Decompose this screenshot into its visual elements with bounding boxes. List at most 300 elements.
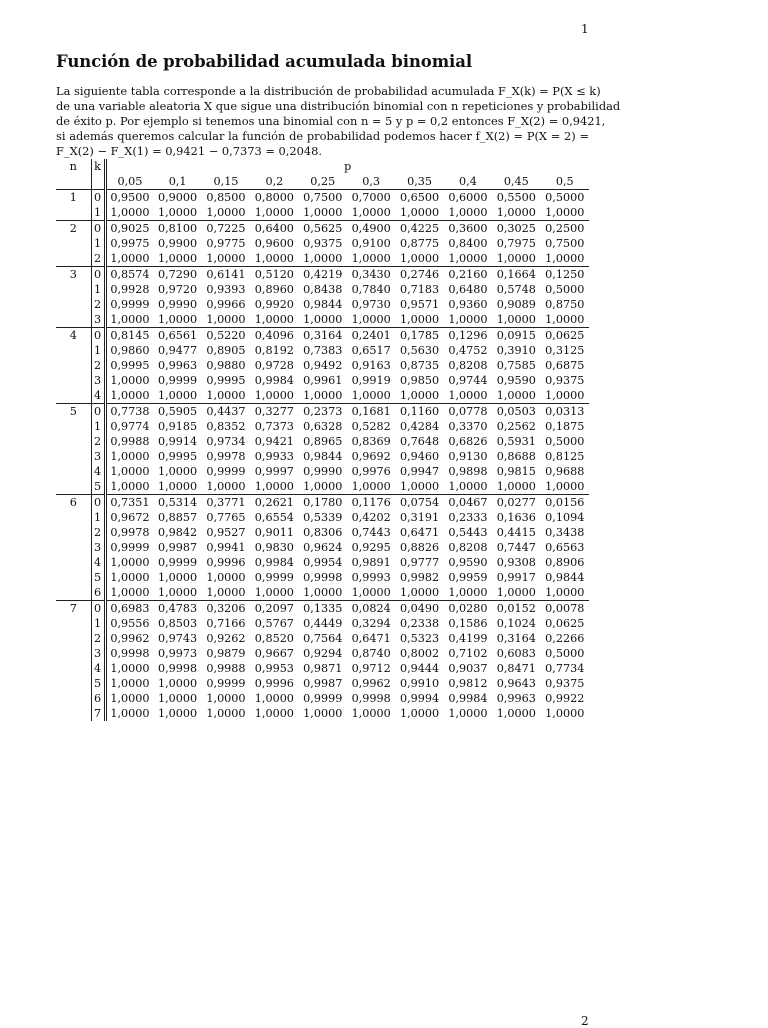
cell-value: 0,2266 — [545, 632, 585, 645]
cell-k: 0 — [91, 267, 105, 283]
cell-value: 0,9928 — [110, 283, 150, 296]
cell-value: 1,0000 — [303, 586, 343, 599]
cell-value: 0,7765 — [206, 511, 246, 524]
cell-value: 1,0000 — [545, 389, 585, 402]
cell-value: 1,0000 — [303, 480, 343, 493]
cell-value: 0,9590 — [496, 374, 536, 387]
cell-value: 0,9492 — [303, 359, 343, 372]
cell-value: 0,3025 — [492, 221, 540, 237]
cell-k: 3 — [91, 312, 105, 328]
cell-k: 1 — [91, 282, 105, 297]
cell-value: 0,9308 — [496, 556, 536, 569]
cell-value: 0,7447 — [496, 541, 536, 554]
cell-value: 0,8965 — [303, 435, 343, 448]
cell-value: 0,8306 — [303, 526, 343, 539]
cell-value: 1,0000 — [158, 571, 198, 584]
cell-value: 0,5905 — [153, 404, 201, 420]
intro-line: La siguiente tabla corresponde a la distribución de probabilidad acumulada F_X(k) = P(X ≤ k) — [56, 84, 601, 98]
cell-value: 0,7585 — [496, 359, 536, 372]
cell-value: 1,0000 — [110, 707, 150, 720]
cell-k: 0 — [91, 404, 105, 420]
cell-value: 0,9984 — [448, 692, 488, 705]
cell-value: 0,6500 — [395, 190, 443, 206]
cell-value: 0,2097 — [250, 601, 298, 617]
cell-n — [56, 510, 91, 525]
cell-value: 0,8471 — [496, 662, 536, 675]
cell-value: 1,0000 — [158, 389, 198, 402]
cell-value: 0,9744 — [448, 374, 488, 387]
cell-value: 0,9993 — [351, 571, 391, 584]
cell-value: 0,9976 — [351, 465, 391, 478]
cell-value: 0,9262 — [206, 632, 246, 645]
intro-line: F_X(2) − F_X(1) = 0,9421 − 0,7373 = 0,2048. — [56, 144, 323, 158]
cell-value: 0,8438 — [303, 283, 343, 296]
cell-value: 1,0000 — [158, 465, 198, 478]
cell-value: 1,0000 — [158, 480, 198, 493]
cell-n — [56, 540, 91, 555]
cell-value: 0,3430 — [347, 267, 395, 283]
cell-n — [56, 373, 91, 388]
cell-value: 0,9919 — [351, 374, 391, 387]
cell-value: 0,9978 — [110, 526, 150, 539]
cell-value: 0,1335 — [299, 601, 347, 617]
cell-value: 0,5120 — [250, 267, 298, 283]
cell-value: 0,1785 — [395, 328, 443, 344]
table-row — [56, 358, 589, 373]
cell-value: 0,5443 — [448, 526, 488, 539]
cell-value: 0,9643 — [496, 677, 536, 690]
cell-value: 0,6471 — [399, 526, 440, 539]
binomial-table-container — [56, 159, 589, 721]
cell-value: 0,6083 — [496, 647, 536, 660]
table-row — [56, 312, 589, 328]
cell-k: 2 — [91, 251, 105, 267]
cell-value: 0,2160 — [444, 267, 492, 283]
cell-value: 0,9500 — [105, 190, 153, 206]
table-row — [56, 282, 589, 297]
cell-value: 0,8145 — [105, 328, 153, 344]
cell-value: 1,0000 — [158, 206, 198, 219]
table-row — [56, 555, 589, 570]
binomial-cdf-table — [56, 159, 589, 721]
cell-value: 0,9295 — [351, 541, 391, 554]
cell-value: 0,9842 — [158, 526, 198, 539]
cell-value: 0,1250 — [541, 267, 589, 283]
cell-value: 0,1160 — [395, 404, 443, 420]
cell-value: 1,0000 — [303, 313, 343, 326]
table-row — [56, 419, 589, 434]
cell-value: 0,9984 — [254, 556, 294, 569]
cell-value: 1,0000 — [351, 707, 391, 720]
cell-value: 1,0000 — [206, 707, 246, 720]
cell-value: 0,9812 — [448, 677, 488, 690]
cell-value: 1,0000 — [206, 252, 246, 265]
cell-value: 0,7648 — [399, 435, 440, 448]
cell-value: 0,9025 — [105, 221, 153, 237]
cell-value: 0,7975 — [496, 237, 536, 250]
cell-n — [56, 661, 91, 676]
cell-value: 0,1664 — [492, 267, 540, 283]
cell-value: 0,9954 — [303, 556, 343, 569]
cell-value: 0,0824 — [347, 601, 395, 617]
cell-value: 0,9999 — [206, 465, 246, 478]
cell-value: 0,6000 — [444, 190, 492, 206]
table-row — [56, 691, 589, 706]
cell-value: 1,0000 — [399, 389, 440, 402]
cell-value: 0,8857 — [158, 511, 198, 524]
cell-value: 1,0000 — [496, 252, 536, 265]
cell-n: 7 — [56, 601, 91, 617]
cell-value: 0,9999 — [158, 556, 198, 569]
cell-n — [56, 464, 91, 479]
cell-value: 1,0000 — [545, 206, 585, 219]
cell-value: 0,9871 — [303, 662, 343, 675]
cell-k: 6 — [91, 691, 105, 706]
cell-value: 0,1586 — [448, 617, 488, 630]
cell-value: 0,9775 — [206, 237, 246, 250]
cell-value: 0,6328 — [303, 420, 343, 433]
cell-k: 4 — [91, 388, 105, 404]
table-row — [56, 221, 589, 237]
cell-value: 0,5767 — [254, 617, 294, 630]
cell-value: 0,2500 — [541, 221, 589, 237]
cell-value: 1,0000 — [110, 677, 150, 690]
cell-value: 0,9850 — [399, 374, 440, 387]
cell-value: 0,7500 — [299, 190, 347, 206]
cell-value: 0,9988 — [206, 662, 246, 675]
cell-k: 4 — [91, 555, 105, 570]
header-n-blank — [56, 174, 91, 190]
cell-value: 1,0000 — [158, 252, 198, 265]
cell-value: 0,9941 — [206, 541, 246, 554]
cell-value: 0,5339 — [303, 511, 343, 524]
cell-value: 0,9830 — [254, 541, 294, 554]
table-row — [56, 373, 589, 388]
cell-n — [56, 282, 91, 297]
cell-value: 1,0000 — [206, 571, 246, 584]
cell-value: 0,8735 — [399, 359, 440, 372]
cell-n — [56, 585, 91, 601]
cell-value: 1,0000 — [399, 586, 440, 599]
cell-value: 0,5748 — [496, 283, 536, 296]
cell-value: 0,5500 — [492, 190, 540, 206]
cell-value: 0,9959 — [448, 571, 488, 584]
cell-k: 3 — [91, 646, 105, 661]
cell-value: 0,8740 — [351, 647, 391, 660]
cell-value: 0,9477 — [158, 344, 198, 357]
cell-value: 0,8208 — [448, 359, 488, 372]
cell-k: 2 — [91, 631, 105, 646]
cell-value: 0,6480 — [448, 283, 488, 296]
cell-value: 0,2621 — [250, 495, 298, 511]
cell-value: 0,9917 — [496, 571, 536, 584]
cell-value: 0,9953 — [254, 662, 294, 675]
cell-value: 0,0156 — [541, 495, 589, 511]
table-row — [56, 449, 589, 464]
header-p-value: 0,2 — [250, 174, 298, 190]
cell-value: 1,0000 — [303, 206, 343, 219]
cell-value: 0,0625 — [545, 617, 585, 630]
cell-value: 0,4437 — [202, 404, 250, 420]
cell-value: 0,4449 — [303, 617, 343, 630]
cell-value: 0,9898 — [448, 465, 488, 478]
cell-value: 0,9844 — [303, 450, 343, 463]
cell-value: 0,8100 — [153, 221, 201, 237]
cell-value: 0,9879 — [206, 647, 246, 660]
cell-value: 0,7564 — [303, 632, 343, 645]
cell-value: 0,9999 — [303, 692, 343, 705]
cell-value: 0,5625 — [299, 221, 347, 237]
cell-value: 0,9996 — [254, 677, 294, 690]
cell-value: 0,2373 — [299, 404, 347, 420]
cell-value: 0,9963 — [496, 692, 536, 705]
cell-value: 0,3910 — [496, 344, 536, 357]
cell-n — [56, 236, 91, 251]
cell-value: 0,6400 — [250, 221, 298, 237]
cell-value: 1,0000 — [448, 586, 488, 599]
cell-value: 1,0000 — [448, 252, 488, 265]
cell-value: 1,0000 — [399, 480, 440, 493]
intro-line: de una variable aleatoria X que sigue una distribución binomial con n repeticiones y probabilidad — [56, 99, 621, 113]
cell-value: 0,5000 — [545, 647, 585, 660]
cell-value: 0,9360 — [448, 298, 488, 311]
cell-k: 0 — [91, 190, 105, 206]
table-row — [56, 646, 589, 661]
cell-value: 0,6826 — [448, 435, 488, 448]
cell-value: 0,9393 — [206, 283, 246, 296]
cell-k: 5 — [91, 570, 105, 585]
cell-k: 5 — [91, 479, 105, 495]
cell-value: 0,5000 — [541, 190, 589, 206]
cell-value: 0,7351 — [105, 495, 153, 511]
cell-value: 0,9556 — [110, 617, 150, 630]
cell-value: 0,9720 — [158, 283, 198, 296]
cell-n — [56, 706, 91, 721]
cell-value: 0,9624 — [303, 541, 343, 554]
page-number: 1 — [581, 22, 589, 36]
cell-value: 1,0000 — [254, 389, 294, 402]
cell-value: 0,5323 — [399, 632, 440, 645]
cell-value: 0,9997 — [254, 465, 294, 478]
cell-value: 1,0000 — [110, 465, 150, 478]
cell-value: 0,2746 — [395, 267, 443, 283]
cell-value: 0,9294 — [303, 647, 343, 660]
table-row — [56, 190, 589, 206]
table-row — [56, 601, 589, 617]
cell-value: 0,9777 — [399, 556, 440, 569]
cell-k: 5 — [91, 676, 105, 691]
cell-n — [56, 388, 91, 404]
cell-value: 1,0000 — [254, 252, 294, 265]
cell-value: 0,2338 — [399, 617, 440, 630]
cell-value: 0,0313 — [541, 404, 589, 420]
cell-value: 0,3125 — [545, 344, 585, 357]
cell-value: 1,0000 — [110, 389, 150, 402]
cell-value: 1,0000 — [110, 571, 150, 584]
cell-value: 0,4752 — [448, 344, 488, 357]
cell-value: 1,0000 — [448, 389, 488, 402]
cell-value: 0,9995 — [206, 374, 246, 387]
cell-value: 0,7183 — [399, 283, 440, 296]
cell-value: 0,7373 — [254, 420, 294, 433]
cell-value: 1,0000 — [158, 586, 198, 599]
cell-value: 1,0000 — [254, 206, 294, 219]
cell-k: 0 — [91, 328, 105, 344]
cell-value: 0,9774 — [110, 420, 150, 433]
cell-value: 1,0000 — [254, 313, 294, 326]
cell-value: 0,8520 — [254, 632, 294, 645]
header-p-value: 0,45 — [492, 174, 540, 190]
cell-value: 0,9998 — [158, 662, 198, 675]
table-row — [56, 510, 589, 525]
cell-value: 0,5314 — [153, 495, 201, 511]
cell-n: 3 — [56, 267, 91, 283]
cell-value: 0,9130 — [448, 450, 488, 463]
cell-value: 0,0503 — [492, 404, 540, 420]
cell-value: 0,9421 — [254, 435, 294, 448]
cell-value: 0,9990 — [158, 298, 198, 311]
cell-value: 0,4900 — [347, 221, 395, 237]
cell-value: 0,5630 — [399, 344, 440, 357]
cell-k: 1 — [91, 343, 105, 358]
table-row — [56, 540, 589, 555]
cell-k: 6 — [91, 585, 105, 601]
cell-n — [56, 646, 91, 661]
header-p-value: 0,05 — [105, 174, 153, 190]
cell-value: 0,1681 — [347, 404, 395, 420]
cell-value: 0,9527 — [206, 526, 246, 539]
cell-value: 1,0000 — [545, 480, 585, 493]
cell-n — [56, 358, 91, 373]
cell-value: 0,2562 — [496, 420, 536, 433]
cell-value: 1,0000 — [303, 707, 343, 720]
cell-value: 0,0280 — [444, 601, 492, 617]
cell-value: 0,3600 — [444, 221, 492, 237]
header-p-value: 0,1 — [153, 174, 201, 190]
cell-value: 0,7383 — [303, 344, 343, 357]
cell-value: 0,8125 — [545, 450, 585, 463]
cell-value: 0,9975 — [110, 237, 150, 250]
cell-value: 0,1875 — [545, 420, 585, 433]
cell-n — [56, 555, 91, 570]
cell-n — [56, 419, 91, 434]
cell-n — [56, 479, 91, 495]
cell-value: 0,9914 — [158, 435, 198, 448]
table-row — [56, 676, 589, 691]
cell-value: 1,0000 — [351, 480, 391, 493]
cell-value: 0,7290 — [153, 267, 201, 283]
cell-value: 1,0000 — [351, 252, 391, 265]
cell-value: 0,3370 — [448, 420, 488, 433]
cell-value: 0,9089 — [496, 298, 536, 311]
cell-value: 0,9375 — [303, 237, 343, 250]
cell-value: 0,9712 — [351, 662, 391, 675]
cell-n — [56, 312, 91, 328]
cell-value: 1,0000 — [110, 480, 150, 493]
table-row — [56, 236, 589, 251]
cell-value: 0,0915 — [492, 328, 540, 344]
cell-n — [56, 434, 91, 449]
table-row — [56, 205, 589, 221]
table-row — [56, 404, 589, 420]
cell-value: 0,0152 — [492, 601, 540, 617]
cell-value: 1,0000 — [545, 313, 585, 326]
table-row — [56, 706, 589, 721]
cell-value: 0,6561 — [153, 328, 201, 344]
cell-value: 0,3206 — [202, 601, 250, 617]
table-row — [56, 343, 589, 358]
cell-value: 0,6471 — [351, 632, 391, 645]
cell-value: 0,4783 — [153, 601, 201, 617]
cell-value: 1,0000 — [158, 677, 198, 690]
cell-value: 1,0000 — [545, 586, 585, 599]
cell-value: 0,3771 — [202, 495, 250, 511]
cell-value: 1,0000 — [110, 586, 150, 599]
cell-value: 0,9900 — [158, 237, 198, 250]
cell-value: 0,9998 — [110, 647, 150, 660]
cell-value: 0,7102 — [448, 647, 488, 660]
cell-value: 0,9996 — [206, 556, 246, 569]
cell-value: 0,0778 — [444, 404, 492, 420]
cell-value: 0,9987 — [158, 541, 198, 554]
cell-value: 0,9966 — [206, 298, 246, 311]
cell-value: 1,0000 — [496, 206, 536, 219]
header-p-value: 0,15 — [202, 174, 250, 190]
cell-value: 1,0000 — [254, 586, 294, 599]
cell-value: 0,9444 — [399, 662, 440, 675]
cell-value: 0,9815 — [496, 465, 536, 478]
cell-value: 0,9995 — [158, 450, 198, 463]
cell-value: 0,8905 — [206, 344, 246, 357]
cell-value: 0,9982 — [399, 571, 440, 584]
cell-value: 0,9571 — [399, 298, 440, 311]
table-row — [56, 251, 589, 267]
cell-value: 0,0467 — [444, 495, 492, 511]
cell-value: 0,9891 — [351, 556, 391, 569]
cell-value: 0,9100 — [351, 237, 391, 250]
cell-value: 0,9998 — [303, 571, 343, 584]
cell-n — [56, 616, 91, 631]
cell-value: 0,9933 — [254, 450, 294, 463]
cell-value: 0,0754 — [395, 495, 443, 511]
cell-value: 0,5282 — [351, 420, 391, 433]
cell-value: 0,0490 — [395, 601, 443, 617]
cell-value: 0,9994 — [399, 692, 440, 705]
cell-value: 0,9375 — [545, 677, 585, 690]
cell-n: 2 — [56, 221, 91, 237]
table-row — [56, 631, 589, 646]
cell-value: 0,8192 — [254, 344, 294, 357]
cell-value: 0,8500 — [202, 190, 250, 206]
intro-line: de éxito p. Por ejemplo si tenemos una binomial con n = 5 y p = 0,2 entonces F_X(2) = 0,9421, — [56, 114, 606, 128]
cell-value: 0,9973 — [158, 647, 198, 660]
cell-value: 1,0000 — [496, 707, 536, 720]
table-body — [56, 190, 589, 722]
cell-value: 0,8369 — [351, 435, 391, 448]
cell-value: 0,8000 — [250, 190, 298, 206]
cell-value: 0,3164 — [496, 632, 536, 645]
cell-value: 0,5220 — [202, 328, 250, 344]
cell-value: 0,9672 — [110, 511, 150, 524]
cell-n — [56, 691, 91, 706]
cell-k: 0 — [91, 221, 105, 237]
cell-n — [56, 251, 91, 267]
cell-value: 0,8960 — [254, 283, 294, 296]
cell-value: 1,0000 — [206, 480, 246, 493]
cell-value: 1,0000 — [496, 389, 536, 402]
cell-k: 3 — [91, 540, 105, 555]
cell-value: 0,9880 — [206, 359, 246, 372]
